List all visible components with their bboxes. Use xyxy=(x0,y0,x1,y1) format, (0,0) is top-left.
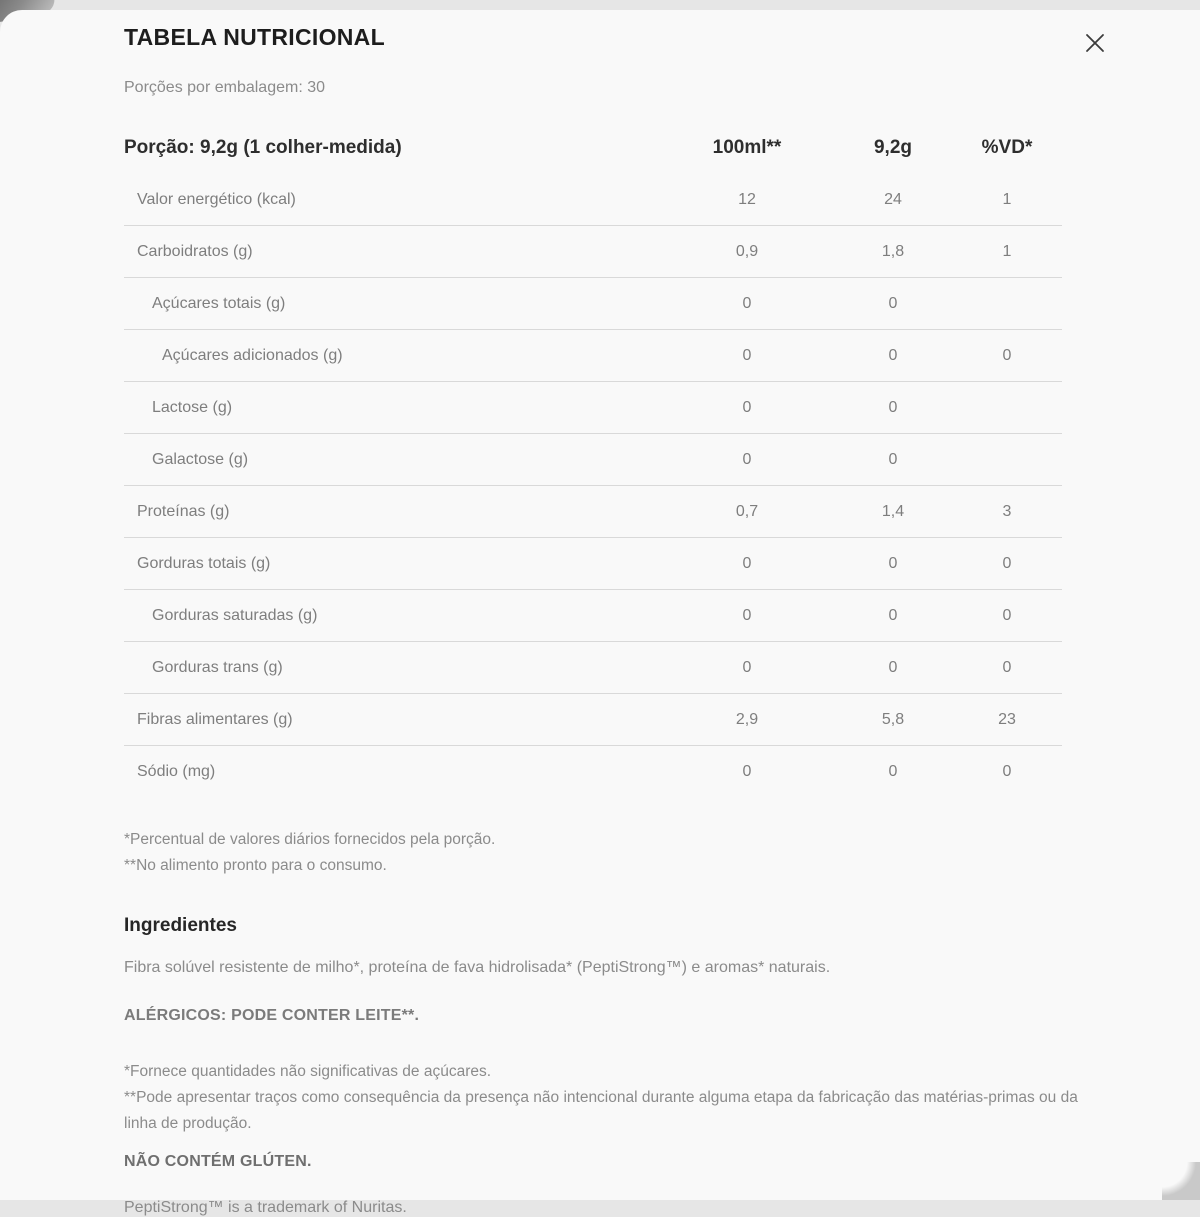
value-vd: 0 xyxy=(1002,346,1012,364)
column-header-100ml: 100ml** xyxy=(712,137,782,158)
gluten-statement: NÃO CONTÉM GLÚTEN. xyxy=(124,1153,312,1170)
value-portion: 0 xyxy=(888,346,898,364)
close-icon xyxy=(1083,31,1107,55)
table-row xyxy=(124,538,1062,590)
allergens-statement: ALÉRGICOS: PODE CONTER LEITE**. xyxy=(124,1007,420,1024)
row-label: Gorduras trans (g) xyxy=(152,658,283,676)
row-label: Carboidratos (g) xyxy=(137,242,253,260)
value-100ml: 0 xyxy=(742,294,752,312)
table-row xyxy=(124,278,1062,330)
footnote-prepared: **No alimento pronto para o consumo. xyxy=(124,857,387,874)
value-portion: 1,8 xyxy=(881,242,905,260)
table-row xyxy=(124,434,1062,486)
ingredients-text: Fibra solúvel resistente de milho*, proteína de fava hidrolisada* (PeptiStrong™) e aromas* naturais. xyxy=(124,959,831,976)
note-sugars: *Fornece quantidades não significativas de açúcares. xyxy=(124,1063,492,1080)
row-label: Açúcares adicionados (g) xyxy=(162,346,343,364)
row-label: Açúcares totais (g) xyxy=(152,294,286,312)
value-portion: 24 xyxy=(884,190,902,208)
table-body xyxy=(124,174,1062,797)
value-100ml: 0,7 xyxy=(735,502,759,520)
servings-per-package: Porções por embalagem: 30 xyxy=(124,79,325,96)
table-row xyxy=(124,642,1062,694)
nutrition-modal xyxy=(0,10,1200,1216)
table-header-row xyxy=(124,137,1062,159)
value-vd: 0 xyxy=(1002,658,1012,676)
value-100ml: 2,9 xyxy=(735,710,759,728)
table-footnotes xyxy=(124,827,1062,879)
value-vd: 0 xyxy=(1002,762,1012,780)
table-row xyxy=(124,746,1062,797)
table-row xyxy=(124,330,1062,382)
value-100ml: 0 xyxy=(742,762,752,780)
table-row xyxy=(124,226,1062,278)
value-vd: 1 xyxy=(1002,242,1012,260)
ingredients-heading: Ingredientes xyxy=(124,915,237,936)
table-row xyxy=(124,382,1062,434)
row-label: Fibras alimentares (g) xyxy=(137,710,293,728)
value-portion: 0 xyxy=(888,606,898,624)
value-portion: 0 xyxy=(888,658,898,676)
column-header-vd: %VD* xyxy=(981,137,1033,158)
table-row xyxy=(124,174,1062,226)
value-100ml: 12 xyxy=(738,190,756,208)
value-100ml: 0 xyxy=(742,346,752,364)
value-vd: 3 xyxy=(1002,502,1012,520)
footnote-vd: *Percentual de valores diários fornecidos pela porção. xyxy=(124,831,496,848)
value-portion: 0 xyxy=(888,398,898,416)
row-label: Gorduras saturadas (g) xyxy=(152,606,318,624)
bottom-right-corner-shape xyxy=(1162,1162,1200,1200)
value-100ml: 0 xyxy=(742,606,752,624)
value-100ml: 0,9 xyxy=(735,242,759,260)
row-label: Gorduras totais (g) xyxy=(137,554,271,572)
trademark-note: PeptiStrong™ is a trademark of Nuritas. xyxy=(124,1199,407,1216)
value-vd: 1 xyxy=(1002,190,1012,208)
nutrition-table xyxy=(124,137,1062,797)
value-100ml: 0 xyxy=(742,450,752,468)
row-label: Galactose (g) xyxy=(152,450,249,468)
table-row xyxy=(124,590,1062,642)
value-100ml: 0 xyxy=(742,398,752,416)
close-button[interactable] xyxy=(1081,29,1109,57)
value-portion: 0 xyxy=(888,294,898,312)
value-vd: 0 xyxy=(1002,606,1012,624)
table-row xyxy=(124,486,1062,538)
note-traces: **Pode apresentar traços como consequência da presença não intencional durante alguma etapa da fabricação das matérias-primas ou da linha de produção. xyxy=(124,1089,1078,1132)
value-100ml: 0 xyxy=(742,658,752,676)
value-100ml: 0 xyxy=(742,554,752,572)
table-row xyxy=(124,694,1062,746)
value-vd: 23 xyxy=(998,710,1016,728)
value-portion: 5,8 xyxy=(881,710,905,728)
value-vd: 0 xyxy=(1002,554,1012,572)
ingredients-notes xyxy=(124,1059,1099,1137)
value-portion: 0 xyxy=(888,450,898,468)
value-portion: 1,4 xyxy=(881,502,905,520)
modal-content xyxy=(124,10,1078,1217)
column-header-portion: 9,2g xyxy=(873,137,913,158)
row-label: Sódio (mg) xyxy=(137,762,216,780)
row-label: Valor energético (kcal) xyxy=(137,190,296,208)
value-portion: 0 xyxy=(888,762,898,780)
serving-size-label: Porção: 9,2g (1 colher-medida) xyxy=(124,137,402,158)
row-label: Lactose (g) xyxy=(152,398,233,416)
value-portion: 0 xyxy=(888,554,898,572)
row-label: Proteínas (g) xyxy=(137,502,230,520)
modal-title: TABELA NUTRICIONAL xyxy=(124,24,385,50)
